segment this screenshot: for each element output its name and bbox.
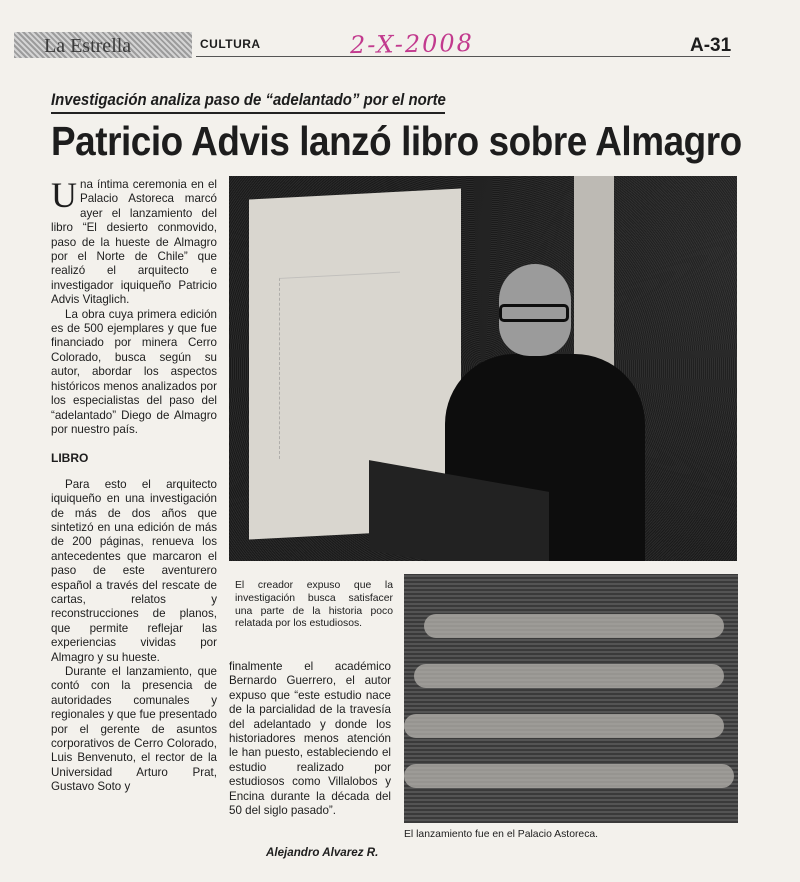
- photo-caption-main: El creador expuso que la investigación busca satisfacer una parte de la historia poco relatada por los estudiosos.: [235, 580, 393, 630]
- article-column-middle: [229, 660, 391, 818]
- page-number: A-31: [690, 35, 732, 56]
- byline: Alejandro Alvarez R.: [266, 846, 379, 859]
- audience-photo: [404, 574, 738, 823]
- audience-row: [404, 764, 734, 788]
- article-kicker: Investigación analiza paso de “adelantado” por el norte: [51, 90, 446, 109]
- newspaper-masthead: La Estrella: [44, 35, 132, 57]
- kicker-rule: [51, 112, 445, 114]
- speaker-photo: [229, 176, 737, 561]
- photo-caption-audience: El lanzamiento fue en el Palacio Astoreca.: [404, 829, 599, 840]
- paragraph-4: Durante el lanzamiento, que contó con la presencia de autoridades comunales y regionales y que fue presentado por el gerente de asuntos corporativos de Cerro Colorado, Luis Benvenuto, el rector de la Universidad Arturo Prat, Gustavo Soto y: [51, 665, 217, 794]
- subheading-libro: LIBRO: [51, 451, 89, 466]
- intro-text: na íntima ceremonia en el Palacio Astoreca marcó ayer el lanzamiento del libro “El desierto conmovido, paso de la hueste de Almagro por el Norte de Chile” que realizó el arquitecto e investigador iquiqueño Patricio Advis Vitaglich.: [51, 178, 217, 307]
- paragraph-2: La obra cuya primera edición es de 500 ejemplares y que fue financiado por minera Cerro Colorado, busca según su autor, abordar los aspectos históricos menos analizados por los especialistas del paso del “adelantado” Diego de Almagro por nuestro país.: [51, 307, 217, 436]
- section-label: CULTURA: [200, 37, 261, 51]
- speaker-glasses: [499, 304, 569, 322]
- audience-row: [414, 664, 724, 688]
- article-column-left: [51, 175, 217, 795]
- intro-paragraph: [51, 175, 217, 308]
- audience-row: [404, 714, 724, 738]
- article-headline: Patricio Advis lanzó libro sobre Almagro: [51, 118, 742, 164]
- audience-row: [424, 614, 724, 638]
- paragraph-5: finalmente el académico Bernardo Guerrero, el autor expuso que “este estudio nace de la parcialidad de la travesía del adelantado y donde los historiadores menos atención le han puesto, estableciendo el estudio realizado por estudiosos como Villalobos y Encina durante la década del 50 del siglo pasado”.: [229, 660, 391, 818]
- drop-cap: U: [51, 175, 77, 215]
- handwritten-date: 2-X-2008: [349, 28, 475, 60]
- paragraph-3: Para esto el arquitecto iquiqueño en una investigación de más de dos años que sintetizó en una edición de más de 200 páginas, renueva los antecedentes que marcaron el paso de este aventurero español a través del rescate de cartas, relatos y reconstrucciones de planos, que permite reflejar las experiencias vividas por Almagro y su hueste.: [51, 477, 217, 664]
